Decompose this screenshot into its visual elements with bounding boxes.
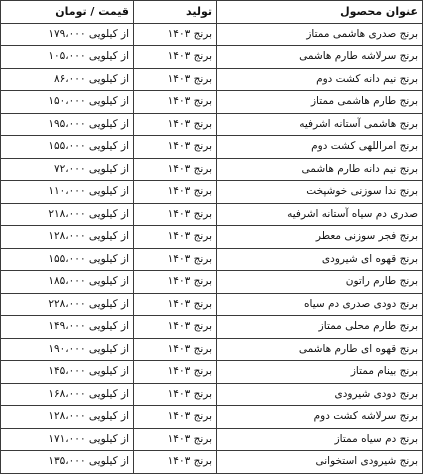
price-cell: از کیلویی ۱۵۵،۰۰۰	[1, 136, 134, 159]
price-cell: از کیلویی ۲۱۸،۰۰۰	[1, 203, 134, 226]
product-title-cell: برنج نیم دانه طارم هاشمی	[217, 158, 423, 181]
production-cell: برنج ۱۴۰۳	[134, 383, 217, 406]
price-cell: از کیلویی ۱۳۵،۰۰۰	[1, 451, 134, 474]
price-cell: از کیلویی ۱۵۵،۰۰۰	[1, 248, 134, 271]
price-cell: از کیلویی ۱۲۸،۰۰۰	[1, 406, 134, 429]
product-title-cell: برنج طارم محلی ممتاز	[217, 316, 423, 339]
product-title-cell: صدری دم سیاه آستانه اشرفیه	[217, 203, 423, 226]
table-row	[1, 383, 423, 406]
product-title-cell: برنج دم سیاه ممتاز	[217, 428, 423, 451]
product-title-cell: برنج طارم راتون	[217, 271, 423, 294]
production-cell: برنج ۱۴۰۳	[134, 226, 217, 249]
price-cell: از کیلویی ۱۰۵،۰۰۰	[1, 46, 134, 69]
table-row	[1, 68, 423, 91]
table-row	[1, 136, 423, 159]
table-row	[1, 428, 423, 451]
production-cell: برنج ۱۴۰۳	[134, 293, 217, 316]
production-cell: برنج ۱۴۰۳	[134, 361, 217, 384]
production-cell: برنج ۱۴۰۳	[134, 316, 217, 339]
price-cell: از کیلویی ۲۲۸،۰۰۰	[1, 293, 134, 316]
production-cell: برنج ۱۴۰۳	[134, 91, 217, 114]
price-cell: از کیلویی ۱۱۰،۰۰۰	[1, 181, 134, 204]
production-cell: برنج ۱۴۰۳	[134, 203, 217, 226]
price-cell: از کیلویی ۱۹۵،۰۰۰	[1, 113, 134, 136]
product-title-cell: برنج فجر سوزنی معطر	[217, 226, 423, 249]
price-cell: از کیلویی ۱۲۸،۰۰۰	[1, 226, 134, 249]
header-production: تولید	[134, 1, 217, 24]
product-title-cell: برنج بینام ممتاز	[217, 361, 423, 384]
product-title-cell: برنج ندا سوزنی خوشپخت	[217, 181, 423, 204]
header-price: قیمت / تومان	[1, 1, 134, 24]
price-cell: از کیلویی ۸۶،۰۰۰	[1, 68, 134, 91]
product-title-cell: برنج قهوه ای طارم هاشمی	[217, 338, 423, 361]
price-cell: از کیلویی ۱۴۹،۰۰۰	[1, 316, 134, 339]
table-header-row	[1, 1, 423, 24]
production-cell: برنج ۱۴۰۳	[134, 23, 217, 46]
price-cell: از کیلویی ۱۷۹،۰۰۰	[1, 23, 134, 46]
product-title-cell: برنج شیرودی استخوانی	[217, 451, 423, 474]
production-cell: برنج ۱۴۰۳	[134, 46, 217, 69]
table-row	[1, 451, 423, 474]
table-row	[1, 293, 423, 316]
production-cell: برنج ۱۴۰۳	[134, 271, 217, 294]
table-row	[1, 248, 423, 271]
table-row	[1, 316, 423, 339]
production-cell: برنج ۱۴۰۳	[134, 68, 217, 91]
product-title-cell: برنج قهوه ای شیرودی	[217, 248, 423, 271]
product-title-cell: برنج هاشمی آستانه اشرفیه	[217, 113, 423, 136]
product-title-cell: برنج دودی شیرودی	[217, 383, 423, 406]
production-cell: برنج ۱۴۰۳	[134, 338, 217, 361]
table-row	[1, 338, 423, 361]
table-body	[1, 23, 423, 473]
table-row	[1, 203, 423, 226]
price-cell: از کیلویی ۱۷۱،۰۰۰	[1, 428, 134, 451]
product-title-cell: برنج طارم هاشمی ممتاز	[217, 91, 423, 114]
production-cell: برنج ۱۴۰۳	[134, 248, 217, 271]
table-row	[1, 361, 423, 384]
table-row	[1, 91, 423, 114]
price-cell: از کیلویی ۱۶۸،۰۰۰	[1, 383, 134, 406]
table-row	[1, 226, 423, 249]
table-row	[1, 113, 423, 136]
table-row	[1, 181, 423, 204]
production-cell: برنج ۱۴۰۳	[134, 428, 217, 451]
production-cell: برنج ۱۴۰۳	[134, 451, 217, 474]
product-title-cell: برنج سرلاشه کشت دوم	[217, 406, 423, 429]
table-row	[1, 271, 423, 294]
price-cell: از کیلویی ۷۲،۰۰۰	[1, 158, 134, 181]
header-product-title: عنوان محصول	[217, 1, 423, 24]
production-cell: برنج ۱۴۰۳	[134, 181, 217, 204]
product-title-cell: برنج امراللهی کشت دوم	[217, 136, 423, 159]
product-title-cell: برنج سرلاشه طارم هاشمی	[217, 46, 423, 69]
table-row	[1, 46, 423, 69]
production-cell: برنج ۱۴۰۳	[134, 136, 217, 159]
table-row	[1, 158, 423, 181]
price-cell: از کیلویی ۱۹۰،۰۰۰	[1, 338, 134, 361]
price-cell: از کیلویی ۱۴۵،۰۰۰	[1, 361, 134, 384]
production-cell: برنج ۱۴۰۳	[134, 113, 217, 136]
table-row	[1, 23, 423, 46]
product-title-cell: برنج صدری هاشمی ممتاز	[217, 23, 423, 46]
price-cell: از کیلویی ۱۵۰،۰۰۰	[1, 91, 134, 114]
product-title-cell: برنج دودی صدری دم سیاه	[217, 293, 423, 316]
table-row	[1, 406, 423, 429]
production-cell: برنج ۱۴۰۳	[134, 406, 217, 429]
production-cell: برنج ۱۴۰۳	[134, 158, 217, 181]
product-title-cell: برنج نیم دانه کشت دوم	[217, 68, 423, 91]
price-cell: از کیلویی ۱۸۵،۰۰۰	[1, 271, 134, 294]
